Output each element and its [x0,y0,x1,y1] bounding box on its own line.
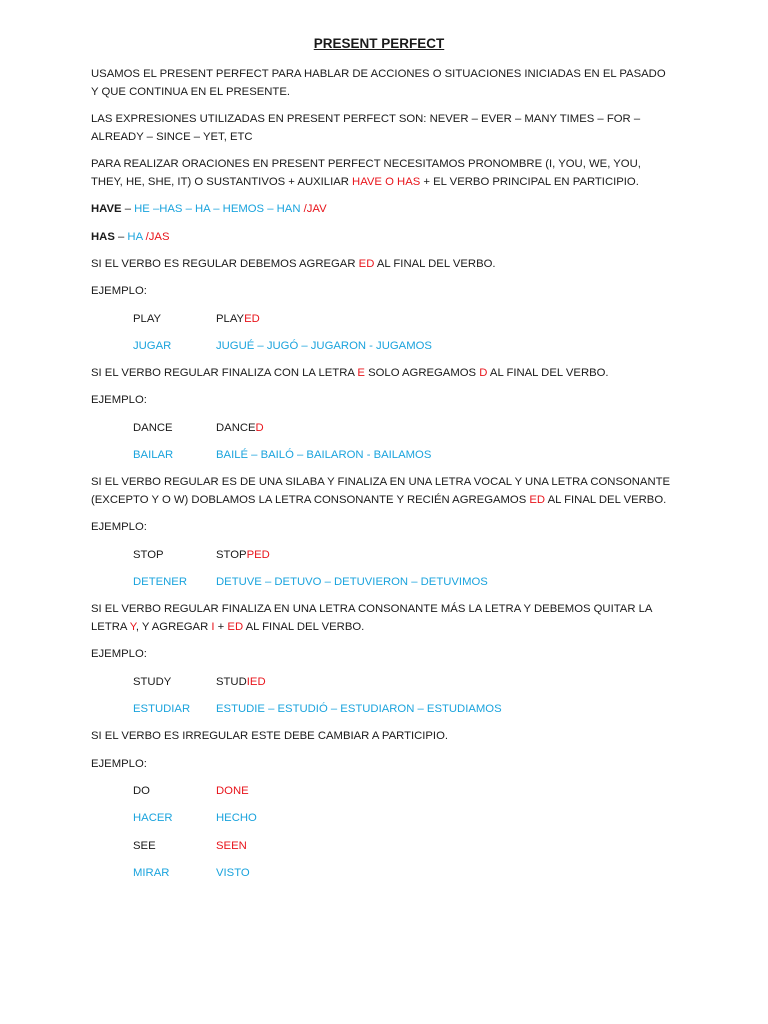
past-stem: STUD [216,676,247,688]
past-played [216,310,260,328]
verb-dance: DANCE [133,422,173,434]
have-line [91,200,671,218]
verb-stop: STOP [133,549,164,561]
past-danced [216,419,264,437]
rule-irregular: SI EL VERBO ES IRREGULAR ESTE DEBE CAMBIAR A PARTICIPIO. [91,730,448,742]
rule-e-end: AL FINAL DEL VERBO. [487,367,609,379]
rule-e-text-mid: SOLO AGREGAMOS [364,367,480,379]
rule-y-text: SI EL VERBO REGULAR FINALIZA EN UNA LETRA CONSONANTE MÁS LA LETRA Y DEBEMOS QUITAR LA LETRA [91,603,652,633]
past-stem: PLAY [216,313,245,325]
verb-estudiar: ESTUDIAR [133,703,191,715]
rule-y-letter: Y [129,621,136,633]
verb-mirar: MIRAR [133,867,170,879]
rule-y-text-mid: , Y AGREGAR [135,621,212,633]
past-suffix: ED [244,313,260,325]
past-stem: DANCE [216,422,256,434]
example-label: EJEMPLO: [91,758,147,770]
forms-detener: DETUVE – DETUVO – DETUVIERON – DETUVIMOS [216,576,488,588]
verb-hacer: HACER [133,812,173,824]
rule-regular-end: AL FINAL DEL VERBO. [374,258,496,270]
verb-do: DO [133,785,150,797]
expressions-paragraph: LAS EXPRESIONES UTILIZADAS EN PRESENT PERFECT SON: NEVER – EVER – MANY TIMES – FOR – ALREADY – SINCE – YET, ETC [91,113,641,143]
page-title: PRESENT PERFECT [313,36,445,51]
rule-syllable-text: SI EL VERBO REGULAR ES DE UNA SILABA Y FINALIZA EN UNA LETRA VOCAL Y UNA LETRA CONSONANTE (EXCEPTO Y O W) DOBLAMOS LA LETRA CONSONANTE Y RECIÉN AGREGAMOS [91,476,671,506]
past-suffix: D [255,422,264,434]
rule-y-end: AL FINAL DEL VERBO. [243,621,365,633]
has-dash: – [114,231,128,243]
verb-see: SEE [133,840,156,852]
rule-e-letter: E [357,367,365,379]
have-translation: HE –HAS – HA – HEMOS – HAN [134,203,304,215]
participle-seen: SEEN [216,840,247,852]
auxiliary-highlight: HAVE O HAS [352,176,421,188]
example-label: EJEMPLO: [91,394,147,406]
rule-y-plus: + [214,621,228,633]
rule-y-suffix: ED [227,621,244,633]
forms-bailar: BAILÉ – BAILÓ – BAILARON - BAILAMOS [216,449,432,461]
participle-visto: VISTO [216,867,250,879]
rule-regular-text: SI EL VERBO ES REGULAR DEBEMOS AGREGAR [91,258,359,270]
rule-e-suffix: D [479,367,488,379]
rule-ending-y [91,600,671,636]
structure-paragraph [91,155,671,191]
rule-one-syllable [91,473,671,509]
example-label: EJEMPLO: [91,285,147,297]
rule-regular [91,255,671,273]
participle-done: DONE [216,785,249,797]
intro-paragraph: USAMOS EL PRESENT PERFECT PARA HABLAR DE ACCIONES O SITUACIONES INICIADAS EN EL PASADO Y QUE CONTINUA EN EL PRESENTE. [91,68,666,98]
past-studied [216,673,266,691]
have-dash: – [121,203,135,215]
past-stopped [216,546,270,564]
example-label: EJEMPLO: [91,521,147,533]
has-translation: HA [127,231,146,243]
structure-text: PARA REALIZAR ORACIONES EN PRESENT PERFECT NECESITAMOS PRONOMBRE (I, YOU, WE, YOU, THEY, HE, SHE, IT) O SUSTANTIVOS + AUXILIAR [91,158,641,188]
verb-detener: DETENER [133,576,187,588]
has-line [91,228,671,246]
rule-y-i: I [211,621,215,633]
example-label: EJEMPLO: [91,648,147,660]
has-pronunciation: /JAS [145,231,170,243]
rule-e-text: SI EL VERBO REGULAR FINALIZA CON LA LETRA [91,367,358,379]
rule-syllable-suffix: ED [529,494,546,506]
verb-play: PLAY [133,313,162,325]
verb-bailar: BAILAR [133,449,174,461]
rule-ending-e [91,364,671,382]
past-suffix: IED [246,676,266,688]
past-stem: STOP [216,549,247,561]
forms-jugar: JUGUÉ – JUGÓ – JUGARON - JUGAMOS [216,340,432,352]
verb-jugar: JUGAR [133,340,172,352]
structure-text-end: + EL VERBO PRINCIPAL EN PARTICIPIO. [420,176,639,188]
past-suffix: PED [246,549,270,561]
verb-study: STUDY [133,676,172,688]
participle-hecho: HECHO [216,812,257,824]
rule-regular-suffix: ED [358,258,375,270]
have-label: HAVE [91,203,122,215]
forms-estudiar: ESTUDIE – ESTUDIÓ – ESTUDIARON – ESTUDIAMOS [216,703,502,715]
have-pronunciation: /JAV [303,203,327,215]
has-label: HAS [91,231,115,243]
rule-syllable-end: AL FINAL DEL VERBO. [545,494,667,506]
